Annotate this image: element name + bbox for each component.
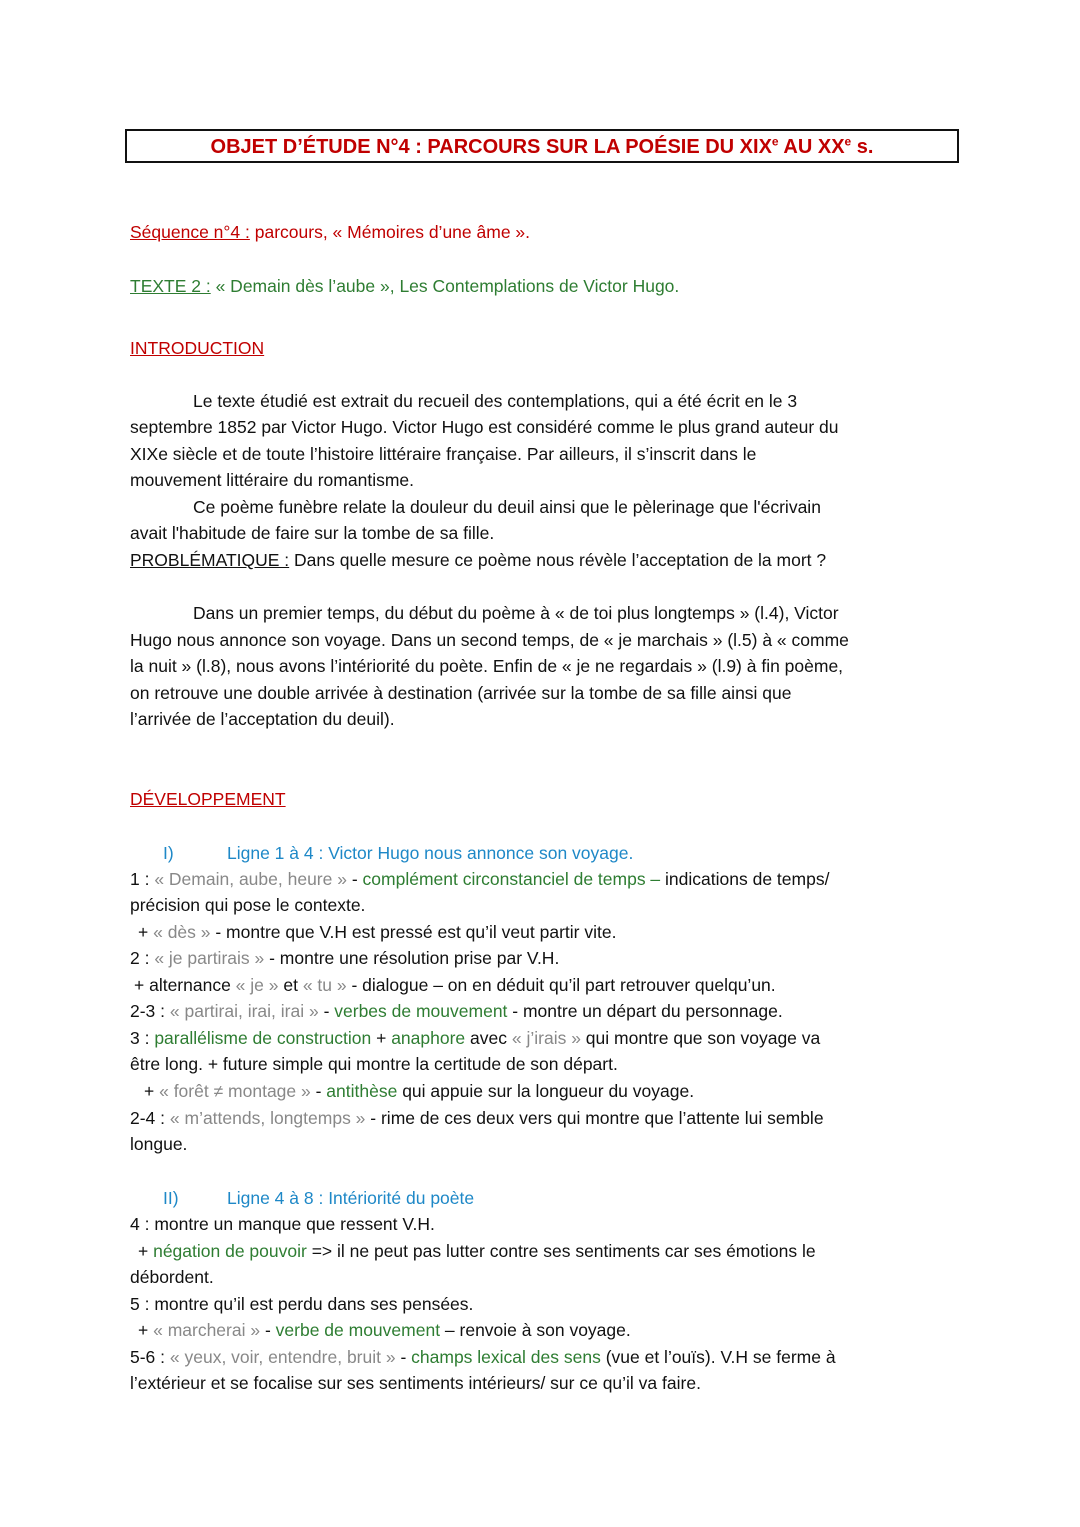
plan-line: on retrouve une double arrivée à destination (arrivée sur la tombe de sa fille ainsi que — [130, 683, 792, 703]
intro-line: septembre 1852 par Victor Hugo. Victor Hugo est considéré comme le plus grand auteur du — [130, 417, 839, 437]
analysis-line: + « marcherai » - verbe de mouvement – renvoie à son voyage. — [138, 1320, 631, 1340]
analysis-line: + « forêt ≠ montage » - antithèse qui appuie sur la longueur du voyage. — [144, 1081, 695, 1101]
analysis-line: débordent. — [130, 1267, 214, 1287]
plan-line: Dans un premier temps, du début du poème à « de toi plus longtemps » (l.4), Victor — [193, 603, 839, 623]
sequence-line: Séquence n°4 : parcours, « Mémoires d’une âme ». — [130, 222, 531, 242]
intro-line: Ce poème funèbre relate la douleur du deuil ainsi que le pèlerinage que l'écrivain — [193, 497, 821, 517]
dev-heading: DÉVELOPPEMENT — [130, 789, 286, 809]
analysis-line: + alternance « je » et « tu » - dialogue – on en déduit qu’il part retrouver quelqu’un. — [134, 975, 776, 995]
analysis-line: 2 : « je partirais » - montre une résolution prise par V.H. — [130, 948, 560, 968]
analysis-line: + « dès » - montre que V.H est pressé est qu’il veut partir vite. — [138, 922, 617, 942]
plan-line: Hugo nous annonce son voyage. Dans un second temps, de « je marchais » (l.5) à « comme — [130, 630, 849, 650]
analysis-line: être long. + future simple qui montre la certitude de son départ. — [130, 1054, 618, 1074]
intro-line: avait l'habitude de faire sur la tombe de sa fille. — [130, 523, 495, 543]
part1-heading: I) Ligne 1 à 4 : Victor Hugo nous annonce son voyage. — [163, 843, 634, 863]
analysis-line: 5 : montre qu’il est perdu dans ses pensées. — [130, 1294, 474, 1314]
document-title: OBJET D’ÉTUDE N°4 : PARCOURS SUR LA POÉSIE DU XIXe AU XXe s. — [125, 129, 959, 163]
analysis-line: longue. — [130, 1134, 188, 1154]
analysis-line: 5-6 : « yeux, voir, entendre, bruit » - champs lexical des sens (vue et l’ouïs). V.H se ferme à — [130, 1347, 836, 1367]
analysis-line: 2-4 : « m’attends, longtemps » - rime de ces deux vers qui montre que l’attente lui semble — [130, 1108, 824, 1128]
analysis-line: 4 : montre un manque que ressent V.H. — [130, 1214, 435, 1234]
part2-heading: II) Ligne 4 à 8 : Intériorité du poète — [163, 1188, 475, 1208]
intro-line: XIXe siècle et de toute l’histoire littéraire française. Par ailleurs, il s’inscrit dans le — [130, 444, 757, 464]
analysis-line: précision qui pose le contexte. — [130, 895, 366, 915]
intro-line: Le texte étudié est extrait du recueil des contemplations, qui a été écrit en le 3 — [193, 391, 798, 411]
analysis-line: 2-3 : « partirai, irai, irai » - verbes de mouvement - montre un départ du personnage. — [130, 1001, 783, 1021]
intro-line: mouvement littéraire du romantisme. — [130, 470, 414, 490]
analysis-line: l’extérieur et se focalise sur ses sentiments intérieurs/ sur ce qu’il va faire. — [130, 1373, 701, 1393]
analysis-line: + négation de pouvoir => il ne peut pas lutter contre ses sentiments car ses émotions le — [138, 1241, 816, 1261]
analysis-line: 1 : « Demain, aube, heure » - complément circonstanciel de temps – indications de temps/ — [130, 869, 830, 889]
analysis-line: 3 : parallélisme de construction + anaphore avec « j’irais » qui montre que son voyage va — [130, 1028, 821, 1048]
problematique: PROBLÉMATIQUE : Dans quelle mesure ce poème nous révèle l’acceptation de la mort ? — [130, 550, 827, 570]
plan-line: l’arrivée de l’acceptation du deuil). — [130, 709, 395, 729]
texte-line: TEXTE 2 : « Demain dès l’aube », Les Contemplations de Victor Hugo. — [130, 276, 680, 296]
intro-heading: INTRODUCTION — [130, 338, 265, 358]
plan-line: la nuit » (l.8), nous avons l’intériorité du poète. Enfin de « je ne regardais » (l.9) à fin poème, — [130, 656, 844, 676]
